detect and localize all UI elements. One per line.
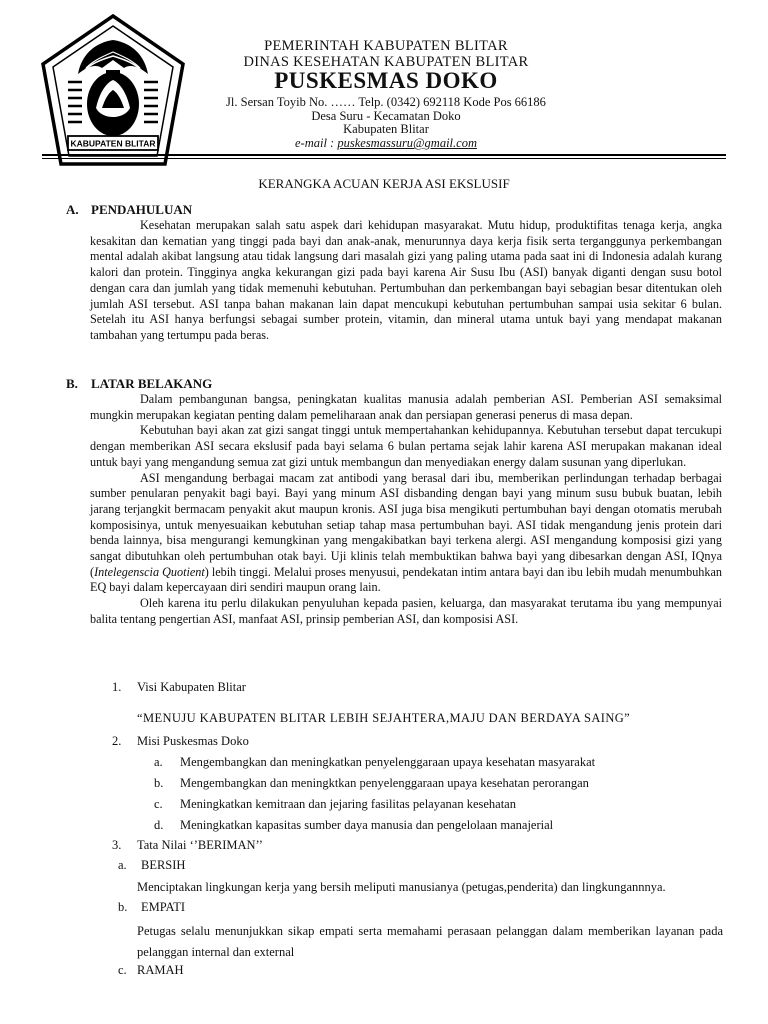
header-line2: DINAS KESEHATAN KABUPATEN BLITAR — [243, 54, 529, 70]
section-b-paragraph-4: Oleh karena itu perlu dilakukan penyuluhan kepada pasien, keluarga, dan masyarakat terutama ibu yang mempunyai balita tentang pengertian ASI, manfaat ASI, prinsip pemberian ASI, dan komposisi ASI. — [90, 596, 722, 626]
misi-item-letter: c. — [154, 797, 163, 811]
section-a-letter: A. — [66, 202, 79, 217]
document-title: KERANGKA ACUAN KERJA ASI EKSLUSIF — [258, 176, 510, 191]
misi-item-letter: d. — [154, 818, 164, 832]
visi-label: Visi Kabupaten Blitar — [137, 680, 246, 694]
header-regency: Kabupaten Blitar — [343, 122, 429, 136]
misi-item-text: Mengembangkan dan meningkatkan penyelenggaraan upaya kesehatan masyarakat — [180, 755, 596, 769]
value-letter: a. — [118, 858, 127, 872]
logo-text: KABUPATEN BLITAR — [70, 138, 156, 149]
p3-text-a: ASI mengandung berbagai macam zat antibodi yang berasal dari ibu, memberikan perlindungan terhadap berbagai sumber penularan penyakit bagi bayi. Bayi yang minum ASI disbanding dengan bayi yang minum susu bubuk buatan, lebih jarang terjangkit bermacam penyakit akut maupun kronis. ASI juga bisa mengikuti pertumbuhan bayi dengan otomatis merubah komposisinya, untuk menyesuaikan kebutuhan setiap tahap masa pertumbuhan bayi. ASI tidak mengandung jenis protein dari benda lainnya, bisa mengurangi kemungkinan yang mengakibatkan bayi terkena alergi. ASI mengandung komposisi gizi yang sangat dibutuhkan oleh pertumbuhan otak bayi. Uji klinis telah membuktikan bahwa bayi yang dibesarkan dengan ASI, IQnya ( — [90, 470, 722, 579]
value-letter: b. — [118, 900, 128, 914]
section-b-paragraph-1: Dalam pembangunan bangsa, peningkatan kualitas manusia adalah pemberian ASI. Pemberian ASI semaksimal mungkin merupakan kegiatan penting dalam pemeliharaan anak dan persiapan generasi penerus di masa depan. — [90, 392, 722, 422]
header-district: Desa Suru - Kecamatan Doko — [311, 109, 461, 123]
value-description: Menciptakan lingkungan kerja yang bersih meliputi manusianya (petugas,penderita) dan lingkungannnya. — [137, 880, 666, 894]
misi-item-letter: a. — [154, 755, 163, 769]
email-label: e-mail : — [295, 136, 338, 150]
value-title: RAMAH — [137, 963, 184, 977]
tata-nilai-label: Tata Nilai ‘’BERIMAN’’ — [137, 838, 263, 852]
misi-label: Misi Puskesmas Doko — [137, 734, 249, 748]
value-letter: c. — [118, 963, 127, 977]
misi-item-text: Meningkatkan kapasitas sumber daya manusia dan pengelolaan manajerial — [180, 818, 554, 832]
header-line1: PEMERINTAH KABUPATEN BLITAR — [264, 38, 508, 54]
header-divider — [42, 154, 726, 156]
p3-italic: Intelegenscia Quotient — [94, 564, 205, 579]
section-b-text — [90, 392, 722, 628]
misi-item-letter: b. — [154, 776, 164, 790]
header-address: Jl. Sersan Toyib No. …… Telp. (0342) 692118 Kode Pos 66186 — [226, 95, 546, 109]
section-b-letter: B. — [66, 376, 78, 391]
misi-number: 2. — [112, 734, 122, 748]
page-title: PUSKESMAS DOKO — [274, 68, 498, 93]
p3-text-b: ) lebih tinggi. Melalui proses menyusui, pendekatan intim antara bayi dan ibu lebih mudah menumbuhkan EQ bayi dalam kepercayaan diri sendiri maupun orang lain. — [90, 564, 723, 595]
visi-statement: “MENUJU KABUPATEN BLITAR LEBIH SEJAHTERA,MAJU DAN BERDAYA SAING” — [137, 711, 631, 725]
header-email — [200, 136, 572, 151]
section-b-title: LATAR BELAKANG — [91, 376, 213, 391]
value-description: Petugas selalu menunjukkan sikap empati serta memahami perasaan pelanggan dalam memberikan layanan pada pelanggan internal dan external — [137, 924, 723, 959]
header-divider-thin — [42, 158, 726, 159]
tata-nilai-number: 3. — [112, 838, 122, 852]
misi-item-text: Meningkatkan kemitraan dan jejaring fasilitas pelayanan kesehatan — [180, 797, 516, 811]
misi-item-text: Mengembangkan dan meningktkan penyelenggaraan upaya kesehatan perorangan — [180, 776, 589, 790]
visi-number: 1. — [112, 680, 122, 694]
value-title: BERSIH — [141, 858, 186, 872]
section-a-paragraph: Kesehatan merupakan salah satu aspek dari kehidupan masyarakat. Mutu hidup, produktifitas tenaga kerja, angka kesakitan dan kematian yang tinggi pada bayi dan anak-anak, menurunnya daya kerja fisik serta terganggunya perkembangan mental adalah akibat langsung atau tidak langsung dari masalah gizi yang paling utama pada saat ini di Indonesia adalah kurang kalori dan protein. Tingginya angka kekurangan gizi pada bayi karena Air Susu Ibu (ASI) banyak diganti dengan susu botol dengan cara dan jumlah yang tidak memenuhi kebutuhan. Pertumbuhan dan perkembangan bayi sebagian besar ditentukan oleh jumlah ASI tersebut. ASI tanpa bahan makanan lain dapat mencukupi kebutuhan pertumbuhan sampai usia sekitar 6 bulan. Setelah itu ASI hanya berfungsi sebagai sumber protein, vitamin, dan mineral utama untuk bayi yang mendapat makanan tambahan yang tertumpu pada beras. — [90, 218, 722, 342]
value-title: EMPATI — [141, 900, 185, 914]
section-a-text — [90, 218, 722, 344]
section-b-paragraph-3 — [90, 471, 722, 597]
section-b-paragraph-2: Kebutuhan bayi akan zat gizi sangat tinggi untuk mempertahankan kehidupannya. Kebutuhan tersebut dapat tercukupi dengan memberikan ASI secara ekslusif pada bayi selama 6 bulan pertama sejak lahir karena ASI merupakan makanan ideal untuk bayi yang mengandung semua zat gizi untuk membangun dan menyediakan energy dalam susunan yang diperlukan. — [90, 423, 722, 469]
email-link[interactable]: puskesmassuru@gmail.com — [337, 136, 477, 150]
section-a-title: PENDAHULUAN — [91, 202, 193, 217]
kabupaten-logo — [38, 12, 188, 172]
